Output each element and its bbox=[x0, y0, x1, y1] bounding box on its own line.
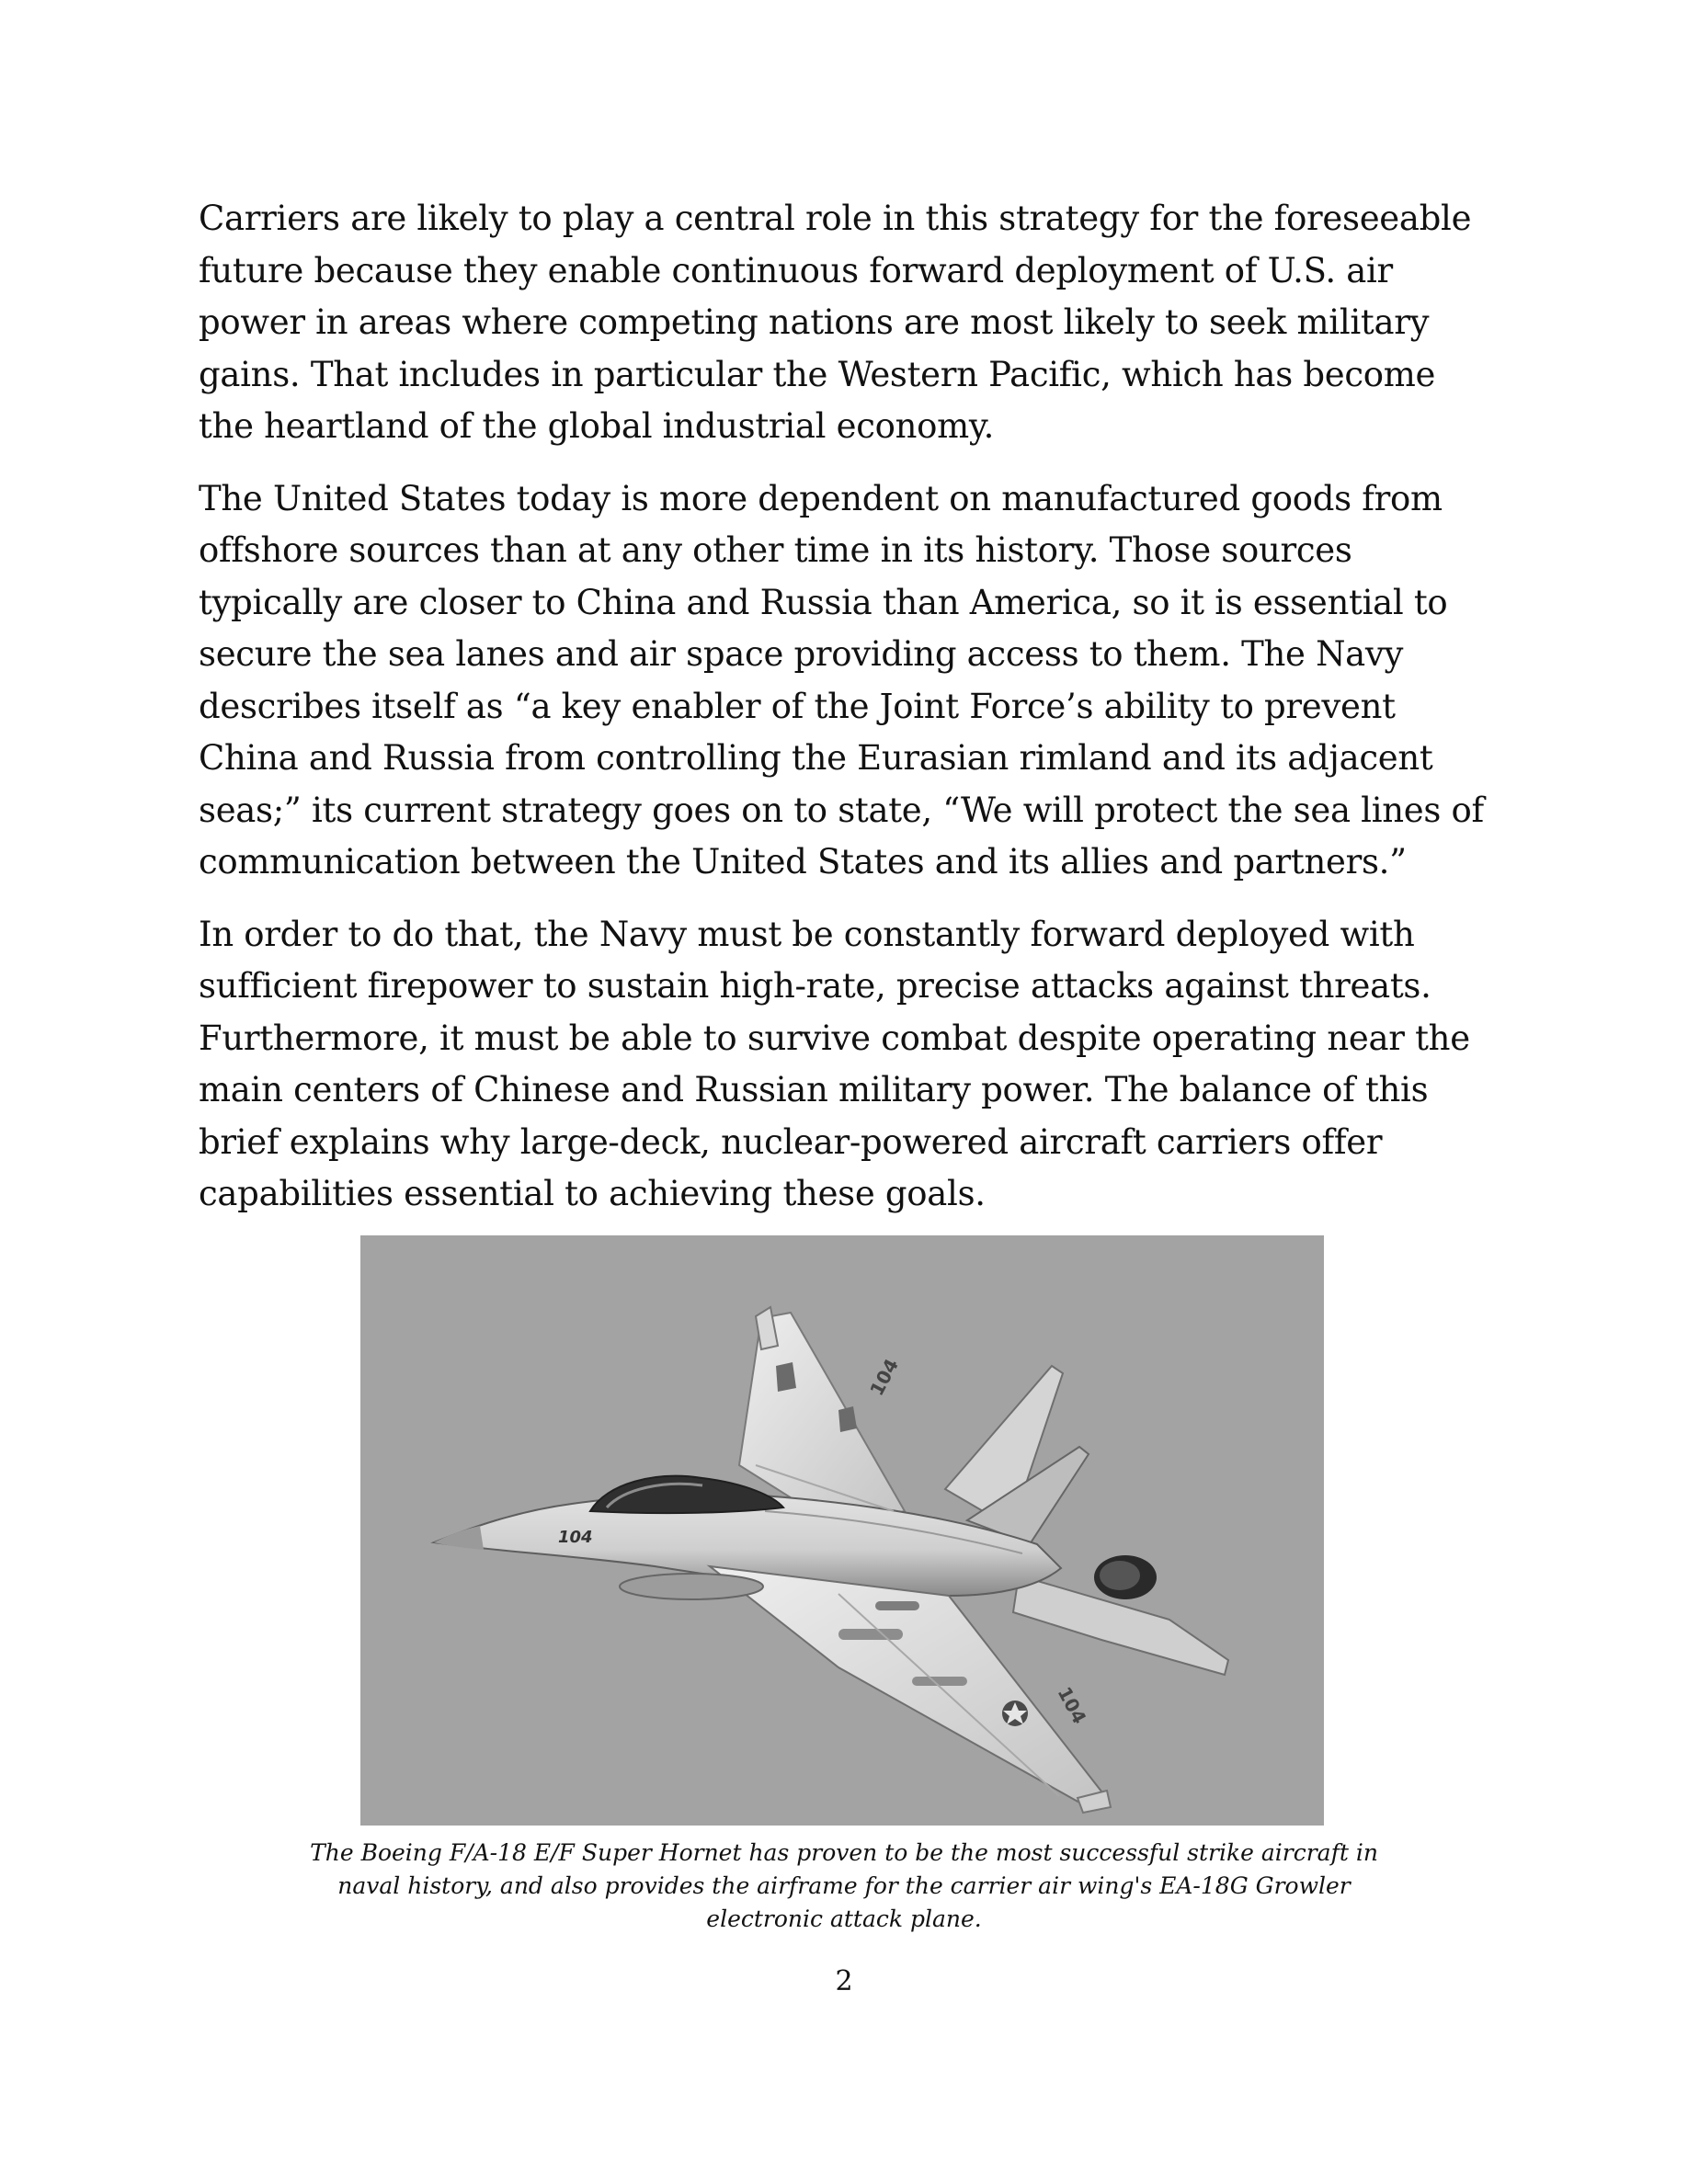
fighter-jet-icon bbox=[360, 1235, 1324, 1826]
wing-number-lower: 104 bbox=[1053, 1683, 1091, 1728]
figure-photo bbox=[360, 1235, 1324, 1826]
body-text bbox=[199, 193, 1495, 1241]
paragraph-1: Carriers are likely to play a central role in this strategy for the foreseeable future because they enable continuous forward deployment of U.S. air power in areas where competing nations are most likely to seek military gains. That includes in particular the Western Pacific, which has become the heartland of the global industrial economy. bbox=[199, 199, 1472, 446]
paragraph-3: In order to do that, the Navy must be constantly forward deployed with sufficient firepower to sustain high-rate, precise attacks against threats. Furthermore, it must be able to survive combat despite operating near the main centers of Chinese and Russian military power. The balance of this brief explains why large-deck, nuclear-powered aircraft carriers offer capabilities essential to achieving these goals. bbox=[199, 914, 1470, 1213]
nose-number: 104 bbox=[558, 1528, 593, 1547]
paragraph-2: The United States today is more dependent on manufactured goods from offshore sources than at any other time in its history. Those sources typically are closer to China and Russia than America, so it is essential to secure the sea lanes and air space providing access to them. The Navy describes itself as “a key enabler of the Joint Force’s ability to prevent China and Russia from controlling the Eurasian rimland and its adjacent seas;” its current strategy goes on to state, “We will protect the sea lines of communication between the United States and its allies and partners.” bbox=[199, 478, 1484, 882]
page-number: 2 bbox=[835, 1965, 853, 1997]
figure-caption: The Boeing F/A-18 E/F Super Hornet has proven to be the most successful strike aircraft in naval history, and also provides the airframe for the carrier air wing's EA-18G Growler electronic attack plane. bbox=[310, 1839, 1378, 1932]
wing-number-upper: 104 bbox=[865, 1355, 904, 1400]
